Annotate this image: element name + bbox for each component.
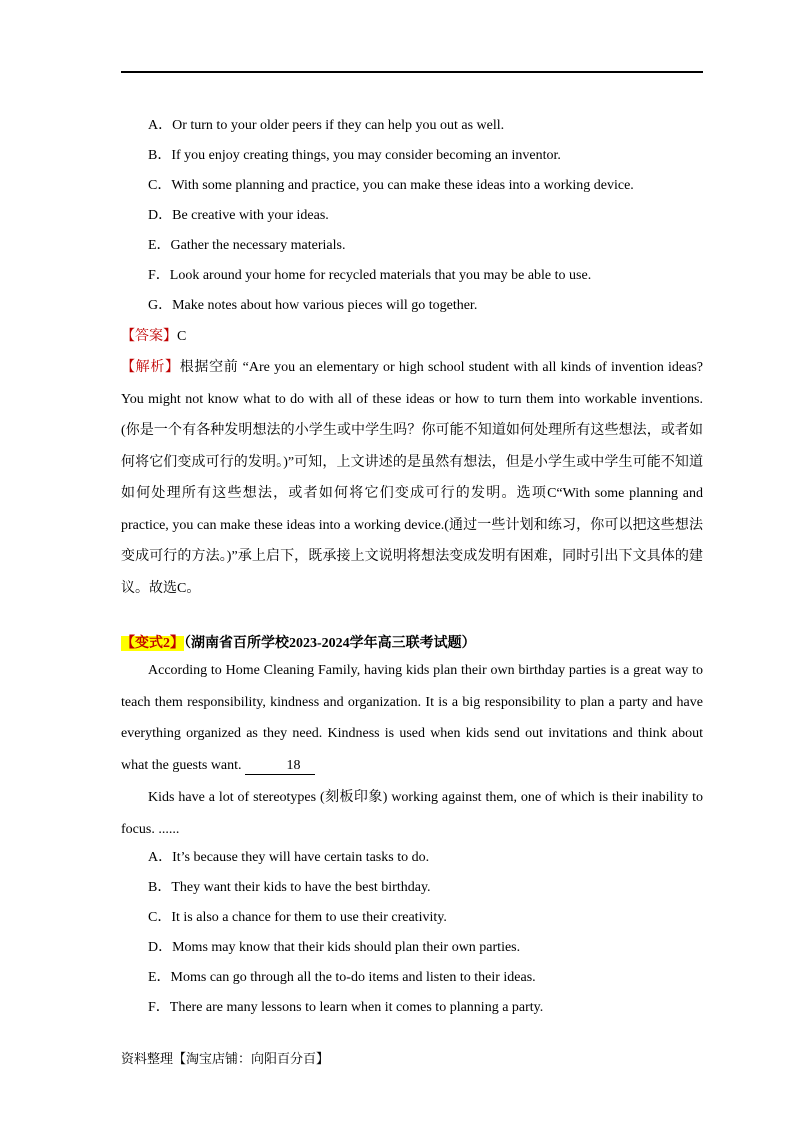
option-d: D．Be creative with your ideas. <box>148 208 329 223</box>
analysis-paragraph <box>121 352 703 604</box>
answer-value: C <box>177 329 187 344</box>
variant-source: （湖南省百所学校2023-2024学年高三联考试题） <box>184 636 476 651</box>
analysis-text: 根据空前 “Are you an elementary or high school student with all kinds of invention ideas? You might not know what to do with all of these ideas or how to turn them into workable inventions. (你是一个有各种发明想法的小学生或中学生吗？你可能不知道如何处理所有这些想法，或者如何将它们变成可行的发明。)”可知，上文讲述的是虽然有想法，但是小学生或中学生可能不知道如何处理所有这些想法，或者如何将它们变成可行的发明。选项C“With some planning and practice, you can make these ideas into a working device.(通过一些计划和练习，你可以把这些想法变成可行的方法。)”承上启下，既承接上文说明将想法变成发明有困难，同时引出下文具体的建议。故选C。 <box>121 360 704 596</box>
option-d-q2: D．Moms may know that their kids should plan their own parties. <box>148 940 521 955</box>
answer-line <box>121 321 703 353</box>
option-e: E．Gather the necessary materials. <box>148 238 346 253</box>
analysis-tag: 【解析】 <box>121 360 180 375</box>
variant-tag: 【变式2】 <box>121 636 184 651</box>
option-a-q2: A．It’s because they will have certain tasks to do. <box>148 850 430 865</box>
option-c-q2: C．It is also a chance for them to use their creativity. <box>148 910 447 925</box>
passage-text-2: Kids have a lot of stereotypes (刻板印象) working against them, one of which is their inability to focus. ...... <box>121 790 703 837</box>
option-f: F．Look around your home for recycled materials that you may be able to use. <box>148 268 592 283</box>
option-g: G．Make notes about how various pieces will go together. <box>148 298 478 313</box>
option-b: B．If you enjoy creating things, you may consider becoming an inventor. <box>148 148 561 163</box>
passage-paragraph-1 <box>121 655 703 781</box>
option-f-q2: F．There are many lessons to learn when it comes to planning a party. <box>148 1000 544 1015</box>
option-b-q2: B．They want their kids to have the best birthday. <box>148 880 431 895</box>
passage-text-1: According to Home Cleaning Family, having kids plan their own birthday parties is a great way to teach them responsibility, kindness and organization. It is a big responsibility to plan a party and have everything organized as they need. Kindness is used when kids send out invitations and think about what the guests want. <box>121 663 703 773</box>
blank-18: 18 <box>245 758 315 775</box>
passage-paragraph-2 <box>121 782 703 845</box>
option-e-q2: E．Moms can go through all the to-do items and listen to their ideas. <box>148 970 536 985</box>
page-footer: 资料整理【淘宝店铺：向阳百分百】 <box>121 1051 330 1066</box>
header-rule <box>121 71 703 73</box>
option-a: A．Or turn to your older peers if they can help you out as well. <box>148 118 505 133</box>
option-c: C．With some planning and practice, you can make these ideas into a working device. <box>148 178 634 193</box>
answer-tag: 【答案】 <box>121 329 177 344</box>
